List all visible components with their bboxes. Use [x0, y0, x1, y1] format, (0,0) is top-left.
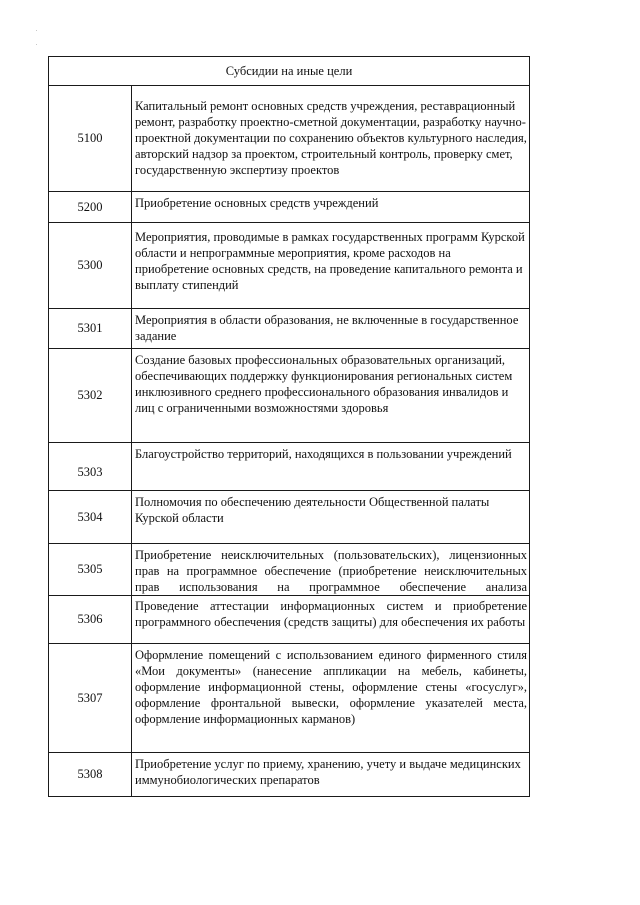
row-code: 5307	[49, 644, 132, 752]
table-row	[49, 223, 529, 309]
row-description: Мероприятия в области образования, не включенные в государственное задание	[135, 313, 519, 343]
row-code: 5302	[49, 349, 132, 442]
row-description: Приобретение основных средств учреждений	[135, 196, 379, 210]
row-description: Проведение аттестации информационных систем и приобретение программного обеспечения (средств защиты) для обеспечения их работы	[135, 599, 527, 629]
row-description: Полномочия по обеспечению деятельности Общественной палаты Курской области	[135, 495, 490, 525]
row-description: Благоустройство территорий, находящихся в пользовании учреждений	[135, 447, 512, 461]
table-row	[49, 544, 529, 596]
row-code: 5301	[49, 309, 132, 348]
table-row	[49, 349, 529, 443]
row-code: 5100	[49, 86, 132, 191]
scan-speck	[36, 44, 37, 45]
subsidy-codes-table	[48, 56, 530, 797]
table-row	[49, 644, 529, 753]
table-row	[49, 86, 529, 192]
row-code: 5300	[49, 223, 132, 308]
row-code: 5304	[49, 491, 132, 543]
row-code: 5308	[49, 753, 132, 796]
row-code: 5305	[49, 544, 132, 595]
row-description: Мероприятия, проводимые в рамках государственных программ Курской области и непрограммные мероприятия, кроме расходов на приобретение основных средств, на проведение капитального ремонта и выплату стипендий	[135, 230, 525, 292]
row-description: Приобретение неисключительных (пользовательских), лицензионных прав на программное обеспечение (приобретение неисключительных прав использования на программное обеспечение анализа	[135, 548, 527, 594]
row-description: Оформление помещений с использованием единого фирменного стиля «Мои документы» (нанесение аппликации на мебель, кабинеты, оформление информационной стены, оформление стены «госуслуг», оформление фронтальной вывески, оформление указателей места, оформление информационных карманов)	[135, 648, 527, 726]
row-code: 5303	[49, 443, 132, 490]
table-row	[49, 596, 529, 644]
table-row	[49, 443, 529, 491]
table-row	[49, 753, 529, 796]
table-row	[49, 192, 529, 223]
table-row	[49, 309, 529, 349]
row-description: Приобретение услуг по приему, хранению, учету и выдаче медицинских иммунобиологических препаратов	[135, 757, 521, 787]
row-code: 5306	[49, 596, 132, 643]
table-header-text: Субсидии на иные цели	[225, 63, 353, 78]
table-row	[49, 491, 529, 544]
row-description: Капитальный ремонт основных средств учреждения, реставрационный ремонт, разработку проектно-сметной документации, разработку научно-проектной документации по сохранению объектов культурного наследия, авторский надзор за проектом, строительный контроль, проверку смет, государственную экспертизу проектов	[135, 99, 527, 177]
row-description: Создание базовых профессиональных образовательных организаций, обеспечивающих поддержку функционирования региональных систем инклюзивного среднего профессионального образования инвалидов и лиц с ограниченными возможностями здоровья	[135, 353, 513, 415]
table-header	[49, 57, 529, 86]
row-code: 5200	[49, 192, 132, 222]
scan-speck	[36, 30, 37, 31]
